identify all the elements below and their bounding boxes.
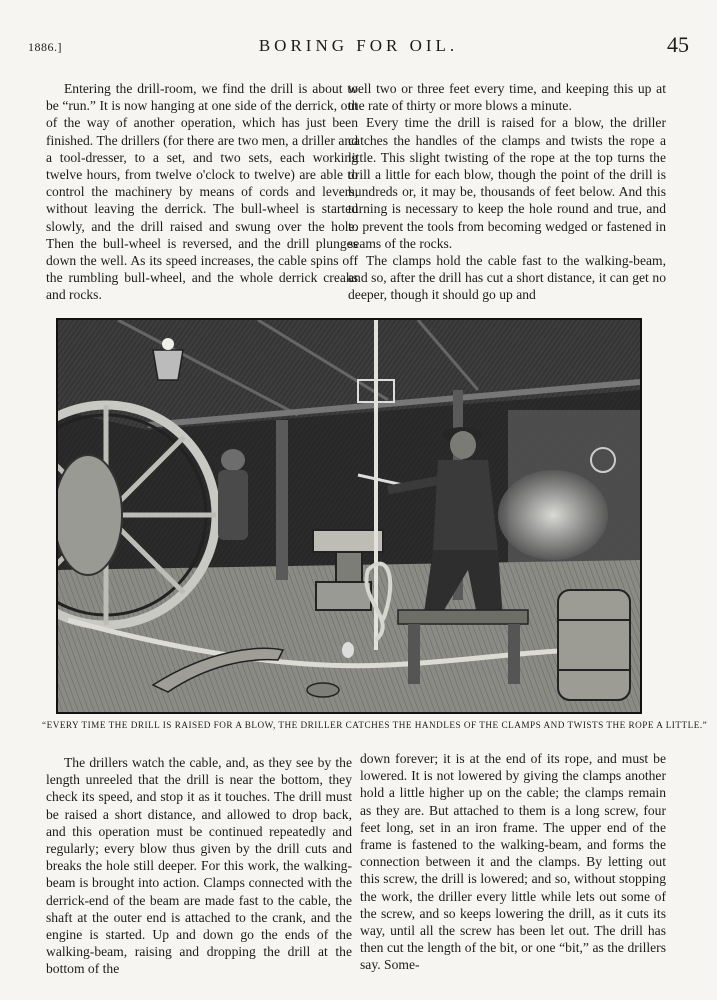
text-column-bottom-left [46, 754, 352, 978]
paragraph: The drillers watch the cable, and, as they see by the length unreeled that the drill is near the bottom, they check its speed, and stop it as it touches. The drill must be raised a short distance, and allowed to drop back, and this operation must be continued repeatedly and regularly; every blow thus given by the drill cuts and breaks the hole still deeper. For this work, the walking-beam is brought into action. Clamps connected with the derrick-end of the beam are made fast to the cable, the shaft at the outer end is attached to the crank, and the engine is started. Up and down go the ends of the walking-beam, raising and dropping the drill at the bottom of the [46, 755, 352, 977]
paragraph: down forever; it is at the end of its rope, and must be lowered. It is not lowered by giving the clamps another hold a little higher up on the cable; the clamps remain as they are. But attached to them is a long screw, four feet long, set in an iron frame. The upper end of the frame is fastened to the walking-beam, and forms the connection between it and the clamps. By letting out this screw, the drill is lowered; and so, without stopping the work, the driller every little while lets out some of the screw, and so keeps lowering the drill, as it cuts its way, until all the screw has been let out. The drill has then cut the length of the bit, or one “bit,” as the drillers say. Some- [360, 751, 666, 973]
text-column-top-right [348, 80, 666, 304]
header-year: 1886.] [28, 40, 62, 54]
paragraph: The clamps hold the cable fast to the walking-beam, and so, after the drill has cut a short distance, it can get no deeper, though it should go up and [348, 253, 666, 303]
paragraph: Entering the drill-room, we find the drill is about to be “run.” It is now hanging at one side of the derrick, out of the way of another operation, which has just been finished. The drillers (for there are two men, a driller and a tool-dresser, to a set, and two sets, each working twelve hours, from twelve o'clock to twelve) are able to control the machinery by means of cords and levers, without leaving the derrick. The bull-wheel is started slowly, and the drill raised and swung over the hole. Then the bull-wheel is reversed, and the drill plunges down the well. As its speed increases, the cable spins off the rumbling bull-wheel, and the whole derrick creaks and rocks. [46, 81, 358, 303]
drill-room-engraving [58, 320, 640, 712]
page-number: 45 [667, 32, 689, 57]
text-column-top-left [46, 80, 358, 304]
header-title: BORING FOR OIL. [258, 36, 459, 55]
illustration-caption: “EVERY TIME THE DRILL IS RAISED FOR A BLOW, THE DRILLER CATCHES THE HANDLES OF THE CLAMPS AND TWISTS THE ROPE A LITTLE.” [42, 720, 708, 730]
engraving-illustration [56, 318, 642, 714]
paragraph: Every time the drill is raised for a blow, the driller catches the handles of the clamps and twists the rope a little. This slight twisting of the rope at the top turns the drill a little for each blow, though the point of the drill is hundreds or, it may be, thousands of feet below. And this turning is necessary to keep the hole round and true, and to prevent the tools from becoming wedged or fastened in seams of the rocks. [348, 115, 666, 251]
running-header [28, 34, 689, 58]
text-column-bottom-right [360, 750, 666, 974]
paragraph: well two or three feet every time, and keeping this up at the rate of thirty or more blows a minute. [348, 81, 666, 114]
